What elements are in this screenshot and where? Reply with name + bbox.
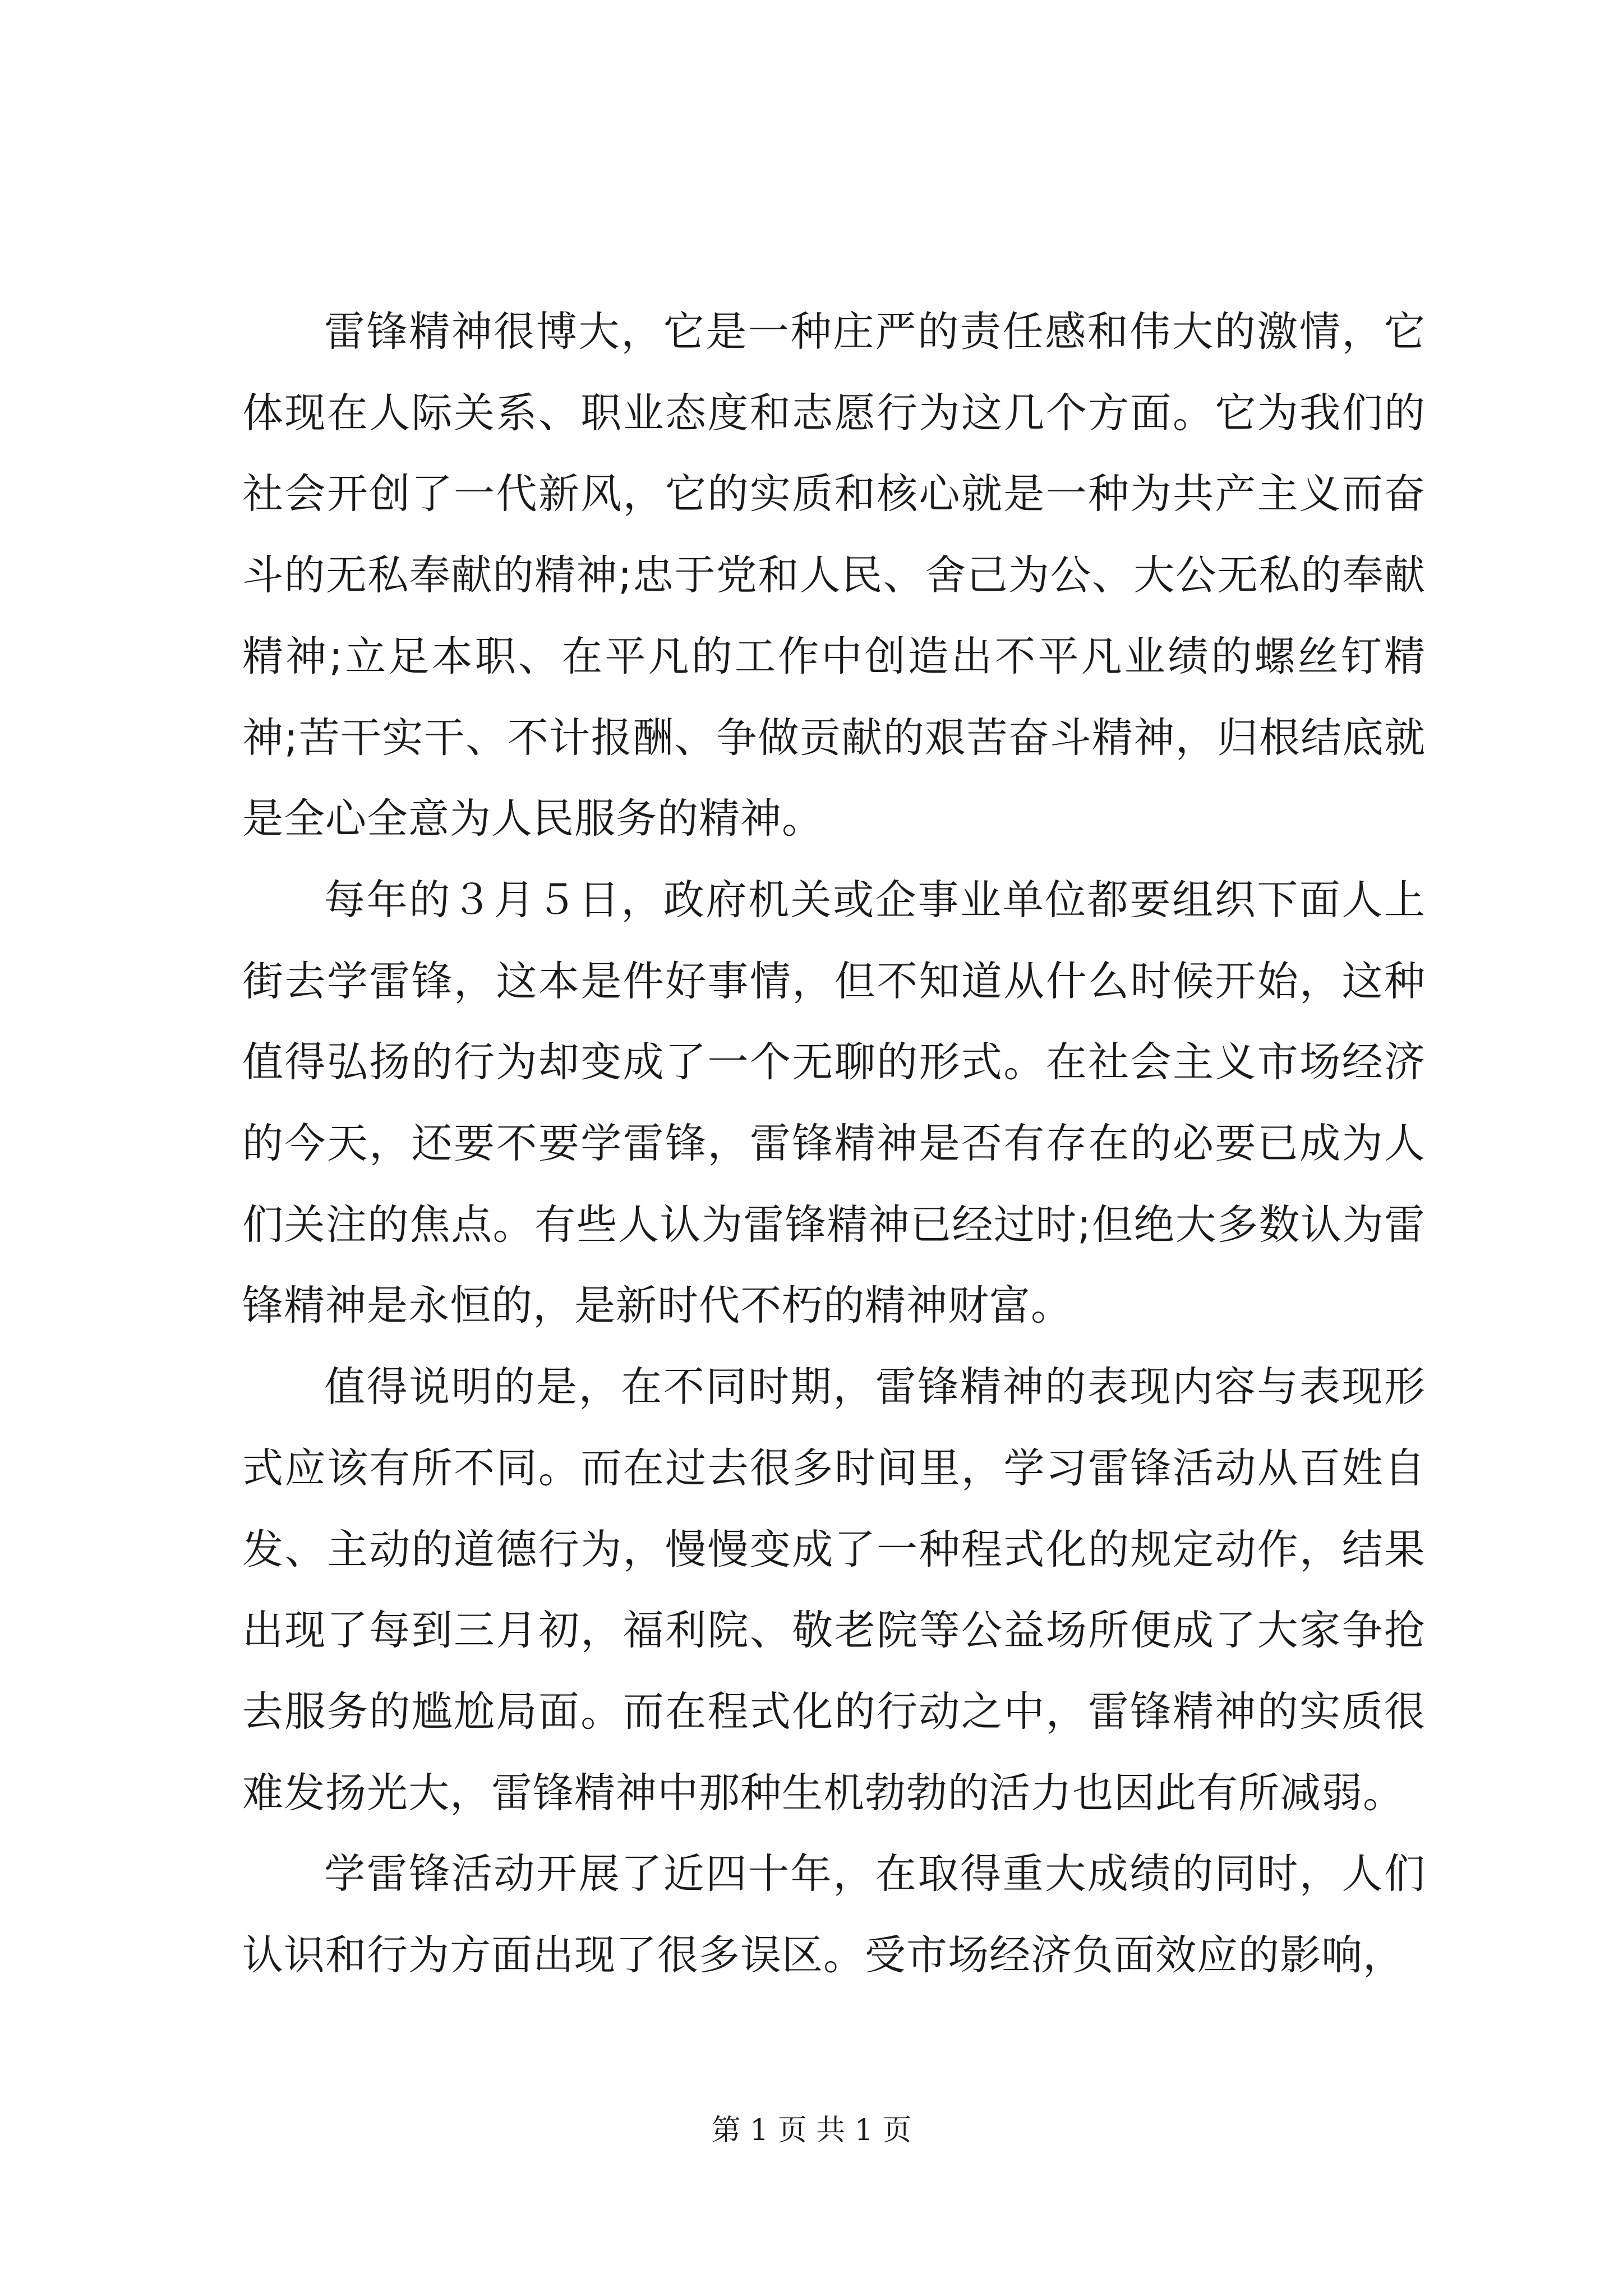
paragraph-2: 每年的３月５日，政府机关或企事业单位都要组织下面人上街去学雷锋，这本是件好事情，但不知道从什么时候开始，这种值得弘扬的行为却变成了一个无聊的形式。在社会主义市场经济的今天，还要不要学雷锋，雷锋精神是否有存在的必要已成为人们关注的焦点。有些人认为雷锋精神已经过时;但绝大多数认为雷锋精神是永恒的，是新时代不朽的精神财富。 [242, 876, 1426, 1330]
document-body [242, 292, 1426, 1996]
paragraph-3: 值得说明的是，在不同时期，雷锋精神的表现内容与表现形式应该有所不同。而在过去很多时间里，学习雷锋活动从百姓自发、主动的道德行为，慢慢变成了一种程式化的规定动作，结果出现了每到三月初，福利院、敬老院等公益场所便成了大家争抢去服务的尴尬局面。而在程式化的行动之中，雷锋精神的实质很难发扬光大，雷锋精神中那种生机勃勃的活力也因此有所减弱。 [242, 1363, 1426, 1817]
page-footer: 第 1 页 共 1 页 [711, 2114, 912, 2147]
paragraph-4: 学雷锋活动开展了近四十年，在取得重大成绩的同时，人们认识和行为方面出现了很多误区。受市场经济负面效应的影响， [242, 1850, 1426, 1980]
paragraph-1: 雷锋精神很博大，它是一种庄严的责任感和伟大的激情，它体现在人际关系、职业态度和志愿行为这几个方面。它为我们的社会开创了一代新风，它的实质和核心就是一种为共产主义而奋斗的无私奉献的精神;忠于党和人民、舍己为公、大公无私的奉献精神;立足本职、在平凡的工作中创造出不平凡业绩的螺丝钉精神;苦干实干、不计报酬、争做贡献的艰苦奋斗精神，归根结底就是全心全意为人民服务的精神。 [242, 308, 1426, 843]
